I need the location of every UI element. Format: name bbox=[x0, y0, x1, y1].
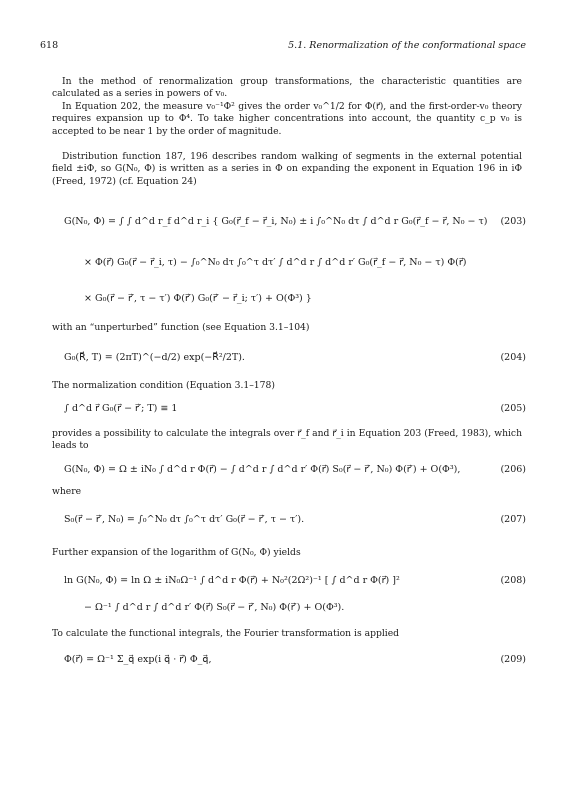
equation-number: (205) bbox=[500, 403, 526, 414]
paragraph-6: provides a possibility to calculate the integrals over r⃗_f and r⃗_i in Equation 203 (Freed, 1983), which leads to bbox=[52, 428, 522, 452]
paragraph-8: Further expansion of the logarithm of G(N₀, Φ) yields bbox=[52, 547, 301, 558]
equation-number: (207) bbox=[500, 514, 526, 525]
paragraph-4: with an “unperturbed” function (see Equation 3.1–104) bbox=[52, 322, 310, 333]
page-number: 618 bbox=[40, 40, 59, 51]
equation-number: (204) bbox=[500, 352, 526, 363]
equation-number: (208) bbox=[500, 575, 526, 586]
equation-number: (203) bbox=[500, 216, 526, 227]
paragraph-7: where bbox=[52, 486, 82, 497]
paragraph-9: To calculate the functional integrals, the Fourier transformation is applied bbox=[52, 628, 400, 639]
section-title: 5.1. Renormalization of the conformational space bbox=[288, 40, 526, 51]
paragraph-2: In Equation 202, the measure v₀⁻¹Φ² gives the order v₀^1/2 for Φ(r⃗), and the first-order-v₀ theory requires expansion up to Φ⁴. To take higher concentrations into account, the quantity c_p v₀ is accepted to be near 1 by the order of magnitude. bbox=[52, 101, 522, 137]
paragraph-3: Distribution function 187, 196 describes random walking of segments in the external potential field ±iΦ, so G(N₀, Φ) is written as a series in Φ on expanding the exponent in Equation 196 in iΦ (Freed, 1972) (cf. Equation 24) bbox=[52, 151, 522, 187]
paragraph-1: In the method of renormalization group transformations, the characteristic quantities are calculated as a series in powers of v₀. bbox=[52, 76, 522, 100]
running-header bbox=[40, 40, 526, 54]
paragraph-5: The normalization condition (Equation 3.1–178) bbox=[52, 380, 275, 391]
equation-number: (209) bbox=[500, 654, 526, 665]
document-page: 618 5.1. Renormalization of the conformational space In the method of renormalization group transformations, the characteristic quantities are calculated as a series in powers of v₀. In Equation 202, the measure v₀⁻¹Φ² gives the order v₀^1/2 for Φ(r⃗), and the first-order-v₀ theory requires expansion up to Φ⁴. To take higher concentrations into account, the quantity c_p v₀ is accepted to be near 1 by the order of magnitude. Distribution function 187, 196 describes random walking of segments in the external potential field ±iΦ, so G(N₀, Φ) is written as a series in Φ on expanding the exponent in Equation 196 in iΦ (Freed, 1972) (cf. Equation 24) G(N₀, Φ) = ∫ ∫ d^d r_f d^d r_i { G₀(r⃗_f − r⃗_i, N₀) ± i ∫₀^N₀ dτ ∫ d^d r G₀(r⃗_f − r⃗, N₀ − τ) (203) × Φ(r⃗) G₀(r⃗ − r⃗_i, τ) − ∫₀^N₀ dτ ∫₀^τ dτ′ ∫ d^d r ∫ d^d r′ G₀(r⃗_f − r⃗, N₀ − τ) Φ(r⃗) × G₀(r⃗ − r⃗′, τ − τ′) Φ(r⃗′) G₀(r⃗′ − r⃗_i; τ′) + O(Φ³) } with an “unperturbed” function (see Equation 3.1–104) G₀(R⃗, T) = (2πT)^(−d/2) exp(−R⃗²/2T). (204) The normalization condition (Equation 3.1–178) ∫ d^d r⃗ G₀(r⃗ − r⃗′; T) ≡ 1 (205) provides a possibility to calculate the integrals over r⃗_f and r⃗_i in Equation 203 (Freed, 1983), which leads to G(N₀, Φ) = Ω ± iN₀ ∫ d^d r Φ(r⃗) − ∫ d^d r ∫ d^d r′ Φ(r⃗) S₀(r⃗ − r⃗′, N₀) Φ(r⃗′) + O(Φ³), (206) where S₀(r⃗ − r⃗′, N₀) = ∫₀^N₀ dτ ∫₀^τ dτ′ G₀(r⃗ − r⃗′, τ − τ′). (207) Further expansion of the logarithm of G(N₀, Φ) yields ln G(N₀, Φ) = ln Ω ± iN₀Ω⁻¹ ∫ d^d r Φ(r⃗) + N₀²(2Ω²)⁻¹ [ ∫ d^d r Φ(r⃗) ]² (208) − Ω⁻¹ ∫ d^d r ∫ d^d r′ Φ(r⃗) S₀(r⃗ − r⃗′, N₀) Φ(r⃗′) + O(Φ³). To calculate the functional integrals, the Fourier transformation is applied Φ(r⃗) = Ω⁻¹ Σ_q⃗ exp(i q⃗ · r⃗) Φ_q⃗, (209) bbox=[40, 40, 526, 665]
equation-number: (206) bbox=[500, 464, 526, 475]
